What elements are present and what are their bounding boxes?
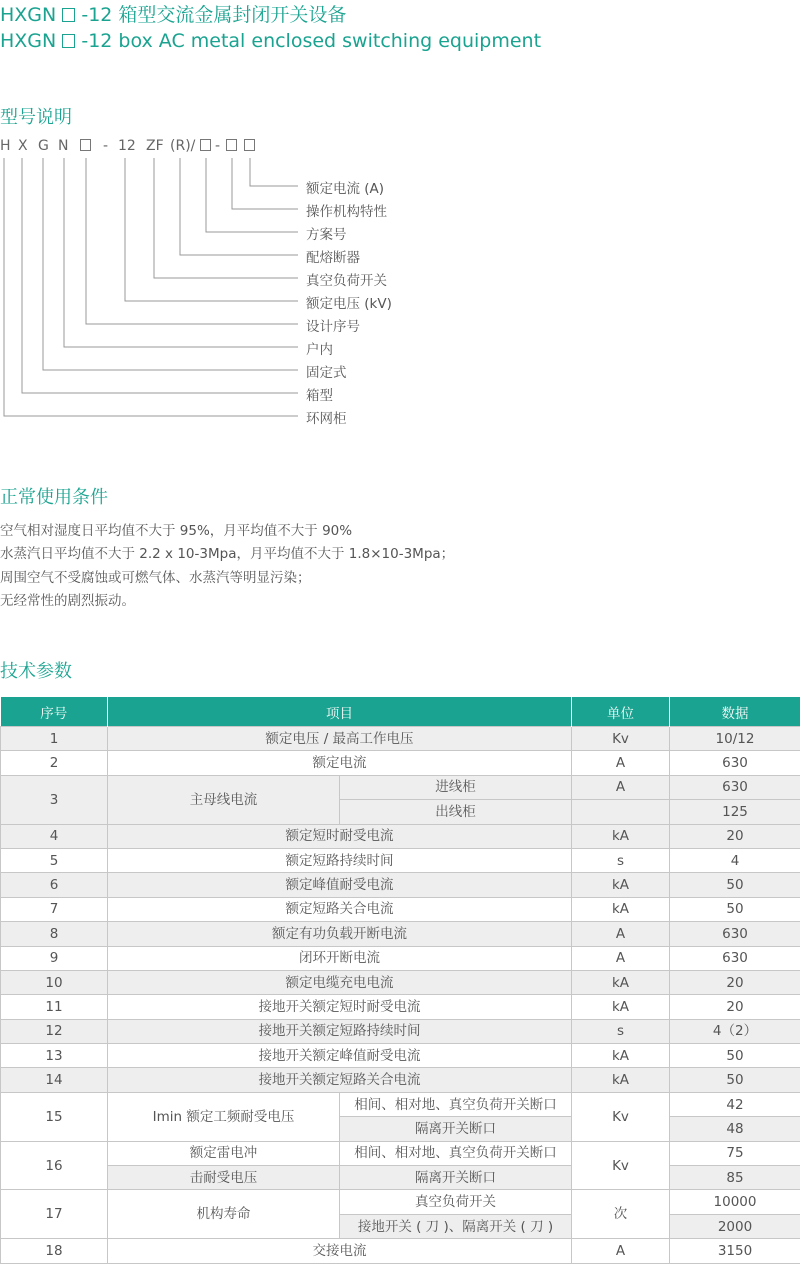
model-label: 真空负荷开关 [306, 269, 387, 289]
condition-line: 水蒸汽日平均值不大于 2.2 x 10-3Mpa，月平均值不大于 1.8×10-3Mpa； [0, 542, 454, 562]
cell-no: 15 [1, 1092, 108, 1141]
col-header-no: 序号 [1, 697, 108, 727]
model-label: 箱型 [306, 384, 333, 404]
title-cn-prefix: HXGN [0, 4, 56, 26]
cell-unit: kA [572, 970, 670, 994]
connector-line [86, 158, 298, 324]
cell-no: 12 [1, 1019, 108, 1043]
cell-unit: Kv [572, 1092, 670, 1141]
cell-item: 额定有功负载开断电流 [108, 922, 572, 946]
model-code-char: ZF [146, 138, 164, 154]
cell-value: 48 [670, 1117, 800, 1141]
cell-item: 额定雷电冲 [108, 1141, 340, 1165]
model-label: 固定式 [306, 361, 347, 381]
table-row [1, 1166, 800, 1190]
cell-item: 额定电流 [108, 751, 572, 775]
connector-line [206, 158, 298, 232]
cell-unit: kA [572, 1044, 670, 1068]
cell-value: 630 [670, 946, 800, 970]
table-row [1, 848, 800, 872]
cell-value: 125 [670, 800, 800, 824]
model-code-char: G [38, 138, 49, 154]
model-code-char [244, 138, 255, 154]
table-row [1, 751, 800, 775]
placeholder-box-icon [200, 139, 211, 151]
cell-item: 额定短路持续时间 [108, 848, 572, 872]
table-row [1, 775, 800, 799]
cell-item: 额定短时耐受电流 [108, 824, 572, 848]
connector-line [4, 158, 298, 416]
col-header-unit: 单位 [572, 697, 670, 727]
cell-unit-empty [572, 800, 670, 824]
cell-subitem: 隔离开关断口 [340, 1117, 572, 1141]
title-en-suffix: -12 box AC metal enclosed switching equipment [81, 30, 541, 52]
cell-no: 1 [1, 727, 108, 751]
cell-item: 闭环开断电流 [108, 946, 572, 970]
cell-value: 630 [670, 751, 800, 775]
cell-no: 7 [1, 897, 108, 921]
cell-no: 10 [1, 970, 108, 994]
cell-unit: s [572, 1019, 670, 1043]
table-row [1, 922, 800, 946]
condition-line: 周围空气不受腐蚀或可燃气体、水蒸汽等明显污染； [0, 566, 311, 586]
cell-no: 9 [1, 946, 108, 970]
table-row [1, 1141, 800, 1165]
table-row [1, 1044, 800, 1068]
cell-item: 接地开关额定峰值耐受电流 [108, 1044, 572, 1068]
connector-line [125, 158, 298, 301]
cell-value: 50 [670, 1068, 800, 1092]
cell-value: 50 [670, 1044, 800, 1068]
col-header-value: 数据 [670, 697, 800, 727]
cell-item: 额定电压 / 最高工作电压 [108, 727, 572, 751]
table-row [1, 1239, 800, 1263]
cell-item: 击耐受电压 [108, 1166, 340, 1190]
cell-value: 85 [670, 1166, 800, 1190]
model-label: 额定电压 (kV) [306, 292, 392, 312]
cell-item: 接地开关额定短路关合电流 [108, 1068, 572, 1092]
cell-unit: A [572, 751, 670, 775]
model-code-char: (R)/ [170, 138, 195, 154]
table-row [1, 1068, 800, 1092]
cell-subitem: 接地开关 ( 刀 )、隔离开关 ( 刀 ) [340, 1214, 572, 1238]
cell-unit: kA [572, 1068, 670, 1092]
title-cn-suffix: -12 箱型交流金属封闭开关设备 [81, 4, 346, 26]
cell-unit: kA [572, 897, 670, 921]
cell-value: 630 [670, 775, 800, 799]
cell-subitem: 相间、相对地、真空负荷开关断口 [340, 1092, 572, 1116]
cell-no: 6 [1, 873, 108, 897]
cell-value: 3150 [670, 1239, 800, 1263]
model-label: 设计序号 [306, 315, 360, 335]
table-row [1, 970, 800, 994]
cell-no: 4 [1, 824, 108, 848]
cell-item: 接地开关额定短路持续时间 [108, 1019, 572, 1043]
cell-value: 2000 [670, 1214, 800, 1238]
cell-no: 3 [1, 775, 108, 824]
condition-line: 空气相对湿度日平均值不大于 95%，月平均值不大于 90% [0, 519, 352, 539]
params-table [0, 697, 800, 1264]
cell-subitem: 隔离开关断口 [340, 1166, 572, 1190]
connector-line [43, 158, 298, 370]
cell-unit: A [572, 922, 670, 946]
table-row [1, 727, 800, 751]
cell-item: 额定短路关合电流 [108, 897, 572, 921]
cell-unit: A [572, 775, 670, 799]
cell-value: 20 [670, 824, 800, 848]
cell-value: 50 [670, 873, 800, 897]
col-header-item: 项目 [108, 697, 572, 727]
cell-value: 4 [670, 848, 800, 872]
table-row [1, 873, 800, 897]
cell-subitem: 真空负荷开关 [340, 1190, 572, 1214]
table-row [1, 946, 800, 970]
cell-unit: Kv [572, 1141, 670, 1190]
table-row [1, 824, 800, 848]
placeholder-box-icon [80, 139, 91, 151]
cell-unit: kA [572, 995, 670, 1019]
placeholder-box-icon [226, 139, 237, 151]
params-heading: 技术参数 [0, 657, 72, 683]
model-code-char: N [58, 138, 68, 154]
table-row [1, 1019, 800, 1043]
cell-value: 20 [670, 970, 800, 994]
placeholder-box-icon [244, 139, 255, 151]
cell-item: 接地开关额定短时耐受电流 [108, 995, 572, 1019]
model-code-char [200, 138, 211, 154]
conditions-heading: 正常使用条件 [0, 483, 108, 509]
model-code-char [226, 138, 237, 154]
model-code-char: H [0, 138, 11, 154]
table-row [1, 897, 800, 921]
cell-no: 13 [1, 1044, 108, 1068]
connector-line [232, 158, 298, 209]
cell-unit: A [572, 1239, 670, 1263]
connector-line [180, 158, 298, 255]
model-label: 额定电流 (A) [306, 177, 384, 197]
cell-item: 交接电流 [108, 1239, 572, 1263]
cell-item: 额定电缆充电电流 [108, 970, 572, 994]
table-row [1, 1190, 800, 1214]
cell-no: 18 [1, 1239, 108, 1263]
cell-value: 10000 [670, 1190, 800, 1214]
cell-unit: kA [572, 824, 670, 848]
model-label: 环网柜 [306, 407, 347, 427]
cell-unit: 次 [572, 1190, 670, 1239]
cell-value: 10/12 [670, 727, 800, 751]
cell-unit: Kv [572, 727, 670, 751]
model-heading: 型号说明 [0, 103, 72, 129]
model-connector-diagram [0, 0, 800, 440]
connector-line [154, 158, 298, 278]
condition-line: 无经常性的剧烈振动。 [0, 589, 135, 609]
model-label: 配熔断器 [306, 246, 360, 266]
model-code-char [80, 138, 91, 154]
cell-subitem: 相间、相对地、真空负荷开关断口 [340, 1141, 572, 1165]
table-row [1, 995, 800, 1019]
cell-unit: s [572, 848, 670, 872]
cell-no: 14 [1, 1068, 108, 1092]
cell-item: Imin 额定工频耐受电压 [108, 1092, 340, 1141]
cell-no: 17 [1, 1190, 108, 1239]
model-label: 方案号 [306, 223, 347, 243]
model-label: 户内 [306, 338, 333, 358]
model-code-char: - [215, 138, 220, 154]
table-header-row [1, 697, 800, 727]
cell-no: 5 [1, 848, 108, 872]
cell-item: 主母线电流 [108, 775, 340, 824]
cell-subitem: 进线柜 [340, 775, 572, 799]
cell-subitem: 出线柜 [340, 800, 572, 824]
cell-unit: kA [572, 873, 670, 897]
cell-value: 630 [670, 922, 800, 946]
connector-line [22, 158, 298, 393]
model-code-char: 12 [118, 138, 136, 154]
cell-value: 42 [670, 1092, 800, 1116]
cell-item: 额定峰值耐受电流 [108, 873, 572, 897]
cell-item: 机构寿命 [108, 1190, 340, 1239]
cell-value: 75 [670, 1141, 800, 1165]
cell-unit: A [572, 946, 670, 970]
table-row [1, 1092, 800, 1116]
cell-value: 50 [670, 897, 800, 921]
cell-value: 20 [670, 995, 800, 1019]
title-en-prefix: HXGN [0, 30, 56, 52]
model-code-char: - [103, 138, 108, 154]
cell-no: 8 [1, 922, 108, 946]
model-label: 操作机构特性 [306, 200, 387, 220]
cell-value: 4（2） [670, 1019, 800, 1043]
cell-no: 16 [1, 1141, 108, 1190]
cell-no: 11 [1, 995, 108, 1019]
cell-no: 2 [1, 751, 108, 775]
model-code-char: X [18, 138, 28, 154]
connector-line [250, 158, 298, 186]
